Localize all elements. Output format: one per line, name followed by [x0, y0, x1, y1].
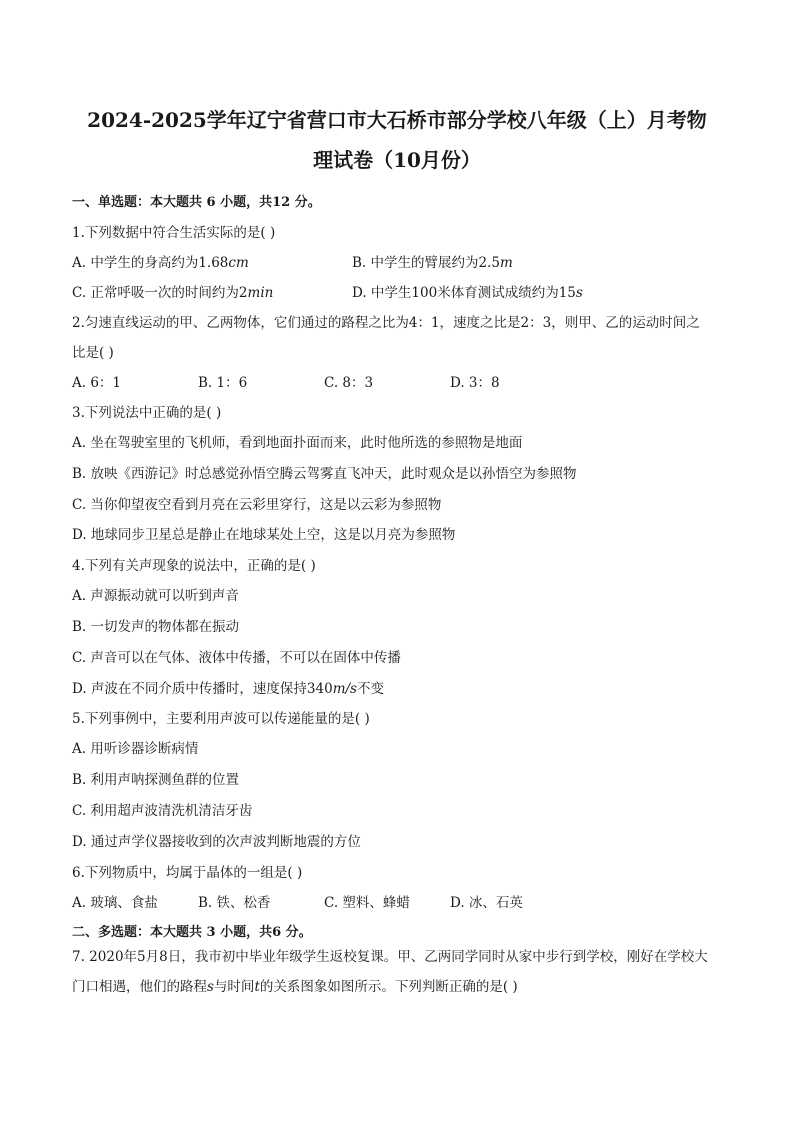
- option-text: B. 中学生的臂展约为2.5: [352, 255, 500, 271]
- option-c[interactable]: C. 利用超声波清洗机清洁牙齿: [72, 802, 253, 819]
- option-b[interactable]: B. 利用声呐探测鱼群的位置: [72, 772, 240, 789]
- option-text: 不变: [356, 680, 384, 697]
- option-d[interactable]: [72, 674, 722, 705]
- option-b[interactable]: B. 一切发声的物体都在振动: [72, 618, 240, 635]
- question-stem: 4.下列有关声现象的说法中，正确的是( ): [72, 558, 316, 575]
- option-text: D. 中学生100米体育测试成绩约为15: [352, 285, 576, 301]
- stem-text: 的关系图象如图所示。下列判断正确的是( ): [259, 978, 518, 995]
- option-a[interactable]: A. 用听诊器诊断病情: [72, 741, 199, 758]
- title-line-1: 2024-2025学年辽宁省营口市大石桥市部分学校八年级（上）月考物: [87, 108, 707, 132]
- stem-text: 与时间: [213, 978, 255, 995]
- option-a[interactable]: [72, 248, 352, 278]
- question-4: [72, 551, 722, 704]
- option-text: A. 中学生的身高约为1.68: [72, 255, 229, 271]
- option-c[interactable]: C. 8：3: [324, 375, 374, 391]
- question-7: [72, 942, 722, 1002]
- question-stem: 5.下列事例中，主要利用声波可以传递能量的是( ): [72, 711, 370, 728]
- option-b[interactable]: B. 放映《西游记》时总感觉孙悟空腾云驾雾直飞冲天，此时观众是以孙悟空为参照物: [72, 465, 577, 482]
- option-unit: cm: [228, 255, 249, 271]
- options-row: [72, 278, 722, 308]
- stem-text: 门口相遇，他们的路程: [72, 978, 207, 995]
- option-unit: m: [499, 255, 513, 271]
- question-stem-cont: 比是( ): [72, 345, 114, 361]
- question-stem: 1.下列数据中符合生活实际的是( ): [72, 225, 276, 241]
- option-c[interactable]: [72, 278, 352, 308]
- option-d[interactable]: D. 通过声学仪器接收到的次声波判断地震的方位: [72, 833, 361, 850]
- option-d[interactable]: D. 地球同步卫星总是静止在地球某处上空，这是以月亮为参照物: [72, 527, 456, 544]
- question-stem: 7. 2020年5月8日，我市初中毕业年级学生返校复课。甲、乙两同学同时从家中步行到学校，刚好在学校大: [72, 948, 708, 965]
- question-1: [72, 218, 722, 308]
- section-multiple-choice: 二、多选题：本大题共 3 小题，共6 分。: [72, 924, 312, 940]
- option-c[interactable]: C. 当你仰望夜空看到月亮在云彩里穿行，这是以云彩为参照物: [72, 496, 442, 513]
- option-text: D. 声波在不同介质中传播时，速度保持340: [72, 680, 333, 697]
- title-line-2: 理试卷（10月份）: [313, 148, 481, 172]
- option-unit: m/s: [332, 680, 357, 697]
- question-stem: 6.下列物质中，均属于晶体的一组是( ): [72, 864, 303, 881]
- question-stem: 2.匀速直线运动的甲、乙两物体，它们通过的路程之比为4：1，速度之比是2：3，则甲、乙的运动时间之: [72, 315, 700, 331]
- question-2: [72, 308, 722, 398]
- option-b[interactable]: B. 1：6: [198, 375, 248, 391]
- option-b[interactable]: [352, 248, 632, 278]
- option-text: C. 正常呼吸一次的时间约为2: [72, 285, 248, 301]
- symbol-s: s: [207, 978, 214, 995]
- option-d[interactable]: D. 冰、石英: [450, 894, 523, 911]
- option-a[interactable]: A. 6：1: [72, 375, 122, 391]
- option-a[interactable]: A. 玻璃、食盐: [72, 894, 158, 911]
- option-c[interactable]: C. 塑料、蜂蜡: [324, 894, 410, 911]
- option-a[interactable]: A. 声源振动就可以听到声音: [72, 588, 239, 605]
- exam-title: [72, 100, 722, 180]
- section-single-choice: 一、单选题：本大题共 6 小题，共12 分。: [72, 195, 321, 210]
- option-d[interactable]: [352, 278, 632, 308]
- option-unit: s: [575, 285, 583, 301]
- question-6: [72, 858, 722, 918]
- option-d[interactable]: D. 3：8: [450, 375, 500, 391]
- symbol-t: t: [254, 978, 260, 995]
- question-3: [72, 398, 722, 551]
- option-c[interactable]: C. 声音可以在气体、液体中传播，不可以在固体中传播: [72, 649, 401, 666]
- options-row: [72, 888, 722, 918]
- option-unit: min: [247, 285, 274, 301]
- option-b[interactable]: B. 铁、松香: [198, 894, 271, 911]
- question-5: [72, 704, 722, 857]
- options-row: [72, 248, 722, 278]
- question-stem-cont: [72, 972, 722, 1002]
- options-row: [72, 368, 722, 398]
- option-a[interactable]: A. 坐在驾驶室里的飞机师，看到地面扑面而来，此时他所选的参照物是地面: [72, 435, 523, 451]
- question-stem: 3.下列说法中正确的是( ): [72, 405, 222, 421]
